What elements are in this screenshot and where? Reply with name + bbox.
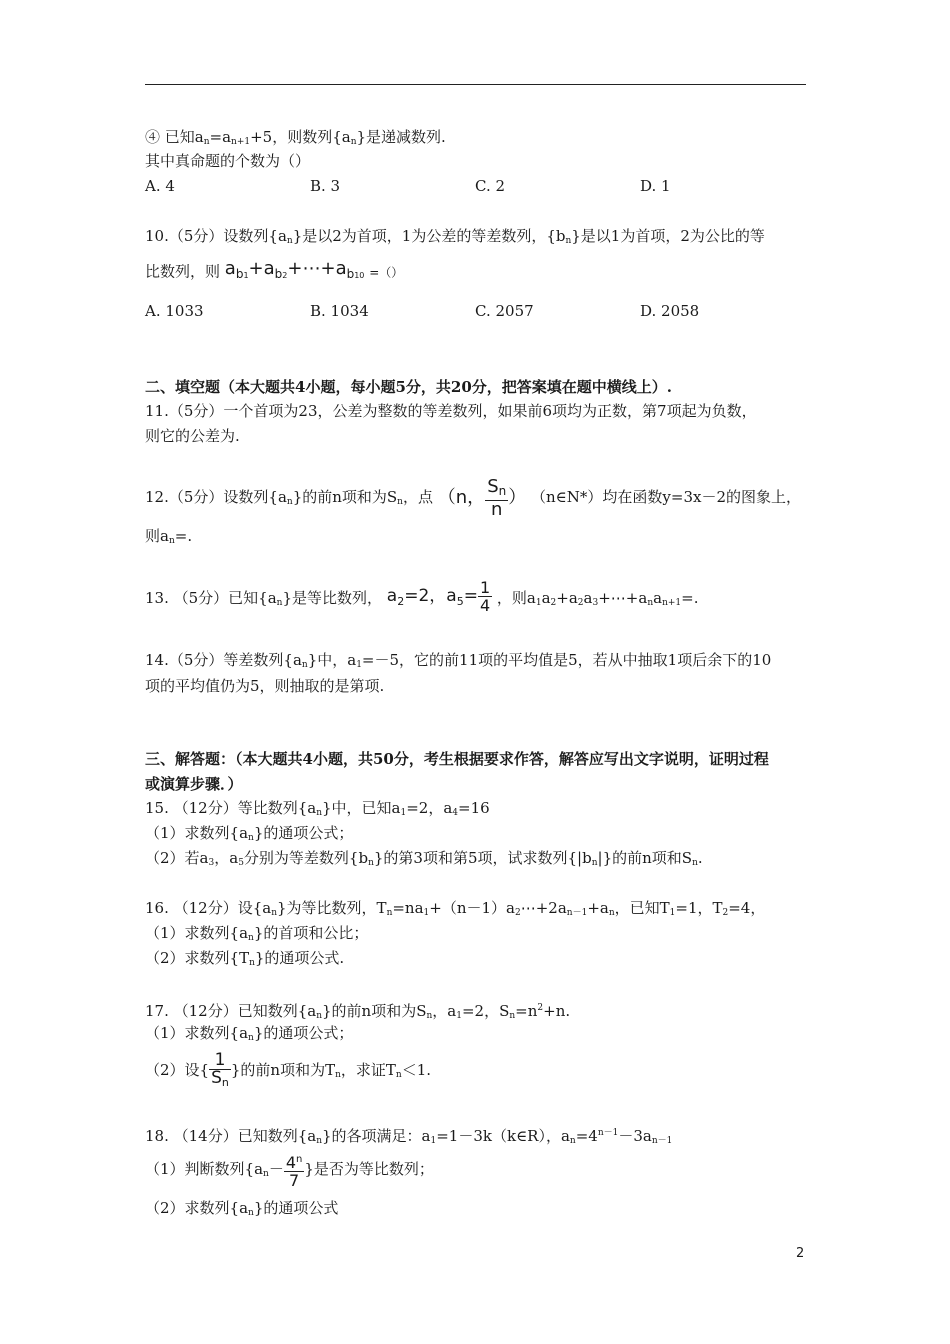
four-power-over-seven-fraction: $\frac{4^n}{7}$ xyxy=(285,1153,303,1190)
option-b: B. 1034 xyxy=(310,302,369,320)
q9-options xyxy=(145,176,745,196)
q14-line1: 14.（5分）等差数列$\{a_n\}$中，$a_1=-5$，它的前11项的平均值是5，若从中抽取1项后余下的10 xyxy=(145,651,772,670)
q16-part2: （2）求数列$\{T_n\}$的通项公式. xyxy=(145,949,345,968)
q13-line: 13. （5分）已知$\{a_n\}$是等比数列， $a_2=2$，$a_5=$ $\frac{1}{4}$ ，则$a_1a_2+a_2a_3+\cdots+a_na_{n+1}=$. xyxy=(145,574,698,625)
q15-line: 15. （12分）等比数列$\{a_n\}$中，已知$a_1=2$，$a_4=16$ xyxy=(145,799,490,818)
option-a: A. 1033 xyxy=(145,302,204,320)
q18-part1: （1）判断数列{$a_n-$ $\frac{4^n}{7}$ }是否为等比数列； xyxy=(145,1153,434,1190)
header-rule xyxy=(145,84,806,85)
q12-line2: 则$a_n=$. xyxy=(145,527,193,546)
q10-line2: 比数列，则 $a_{b1}+a_{b2}+\cdots+a_{b10}$ =（） xyxy=(145,254,403,291)
option-c: C. 2057 xyxy=(475,302,534,320)
q9-question: 其中真命题的个数为（） xyxy=(145,152,311,170)
q13-given-formula: $a_2=2$，$a_5=$ $\frac{1}{4}$ xyxy=(386,577,491,615)
reciprocal-sum-fraction: $\frac{1}{Sn}$ xyxy=(211,1049,229,1089)
q18-part2: （2）求数列$\{a_n\}$的通项公式 xyxy=(145,1199,339,1218)
section3-heading-line2: 或演算步骤．） xyxy=(145,775,243,793)
q14-line2: 项的平均值仍为5，则抽取的是第项. xyxy=(145,677,385,695)
option-b: B. 3 xyxy=(310,177,341,195)
q17-part1: （1）求数列$\{a_n\}$的通项公式； xyxy=(145,1024,354,1043)
option-d: D. 1 xyxy=(640,177,671,195)
point-formula: （n， $\frac{Sn}{n}$ ） xyxy=(437,476,527,520)
q11-line1: 11.（5分）一个首项为23，公差为整数的等差数列，如果前6项均为正数，第7项起为负数， xyxy=(145,402,757,420)
q17-line: 17. （12分）已知数列$\{a_n\}$的前n项和为$S_n$，$a_1=2$，$S_n=n^2+n$. xyxy=(145,1002,571,1021)
q18-line: 18. （14分）已知数列$\{a_n\}$的各项满足：$a_1=1-3k(k\in R)$，$a_n=4^{n-1}-3a_{n-1}$ xyxy=(145,1127,673,1146)
q16-line: 16. （12分）设$\{a_n\}$为等比数列，$T_n=na_1+(n-1)a_2\cdots+2a_{n-1}+a_n$，已知$T_1=1$，$T_2=4$， xyxy=(145,899,766,918)
option-d: D. 2058 xyxy=(640,302,700,320)
q17-part2: （2）设{ $\frac{1}{Sn}$ }的前n项和为$T_n$，求证$T_n<1$. xyxy=(145,1049,432,1089)
q10-line1: 10.（5分）设数列$\{a_n\}$是以2为首项，1为公差的等差数列，$\{b_n\}$是以1为首项，2为公比的等 xyxy=(145,227,765,246)
q11-line2: 则它的公差为. xyxy=(145,427,240,445)
page-number: 2 xyxy=(796,1246,805,1261)
q16-part1: （1）求数列$\{a_n\}$的首项和公比； xyxy=(145,924,369,943)
q15-part1: （1）求数列$\{a_n\}$的通项公式； xyxy=(145,824,354,843)
option-c: C. 2 xyxy=(475,177,506,195)
q9-statement-4: ④ 已知$a_n=a_{n+1}+5$，则数列$\{a_n\}$是递减数列. xyxy=(145,128,446,147)
sum-formula: $a_{b1}+a_{b2}+\cdots+a_{b10}$ xyxy=(224,258,365,281)
section3-heading-line1: 三、解答题：（本大题共4小题，共50分，考生根据要求作答，解答应写出文字说明，证明过程 xyxy=(145,750,769,768)
section2-heading: 二、填空题（本大题共4小题，每小题5分，共20分，把答案填在题中横线上）. xyxy=(145,378,672,396)
q15-part2: （2）若$a_3$，$a_5$分别为等差数列$\{b_n\}$的第3项和第5项，试求数列$\{|b_n|\}$的前n项和$S_n$. xyxy=(145,849,703,868)
q10-options xyxy=(145,301,745,321)
option-a: A. 4 xyxy=(145,177,175,195)
q12-line1: 12.（5分）设数列$\{a_n\}$的前n项和为$S_n$，点 （n， $\frac{Sn}{n}$ ） （n∈N*）均在函数y=3x－2的图象上， xyxy=(145,472,801,527)
